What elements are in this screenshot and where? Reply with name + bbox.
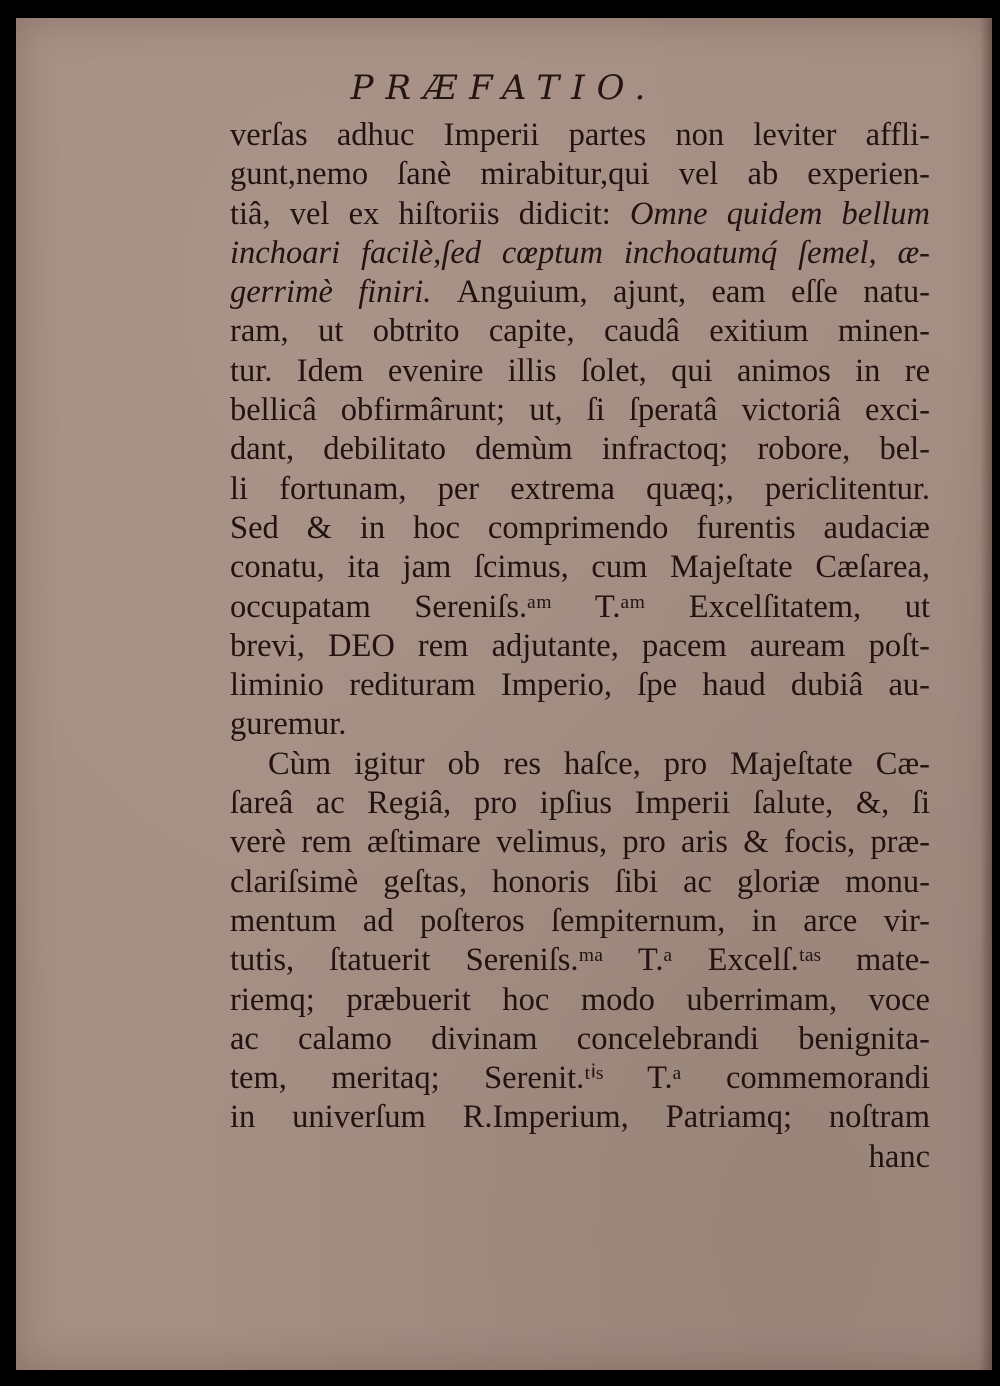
text-line xyxy=(230,430,930,469)
text-segment: li fortunam, per extrema quæq;, periclitentur. xyxy=(230,470,930,507)
text-line xyxy=(230,941,930,980)
text-line xyxy=(230,627,930,666)
text-segment: ſareâ ac Regiâ, pro ipſius Imperii ſalute, &, ſi xyxy=(230,785,930,822)
text-segment: ram, ut obtrito capite, caudâ exitium minen- xyxy=(230,313,930,350)
text-segment: guremur. xyxy=(230,706,347,743)
text-segment: tem, meritaq; Serenit.ᵗⁱˢ T.ᵃ commemorandi xyxy=(230,1060,930,1097)
text-segment: bellicâ obfirmârunt; ut, ſi ſperatâ victoriâ exci- xyxy=(230,392,930,429)
text-segment: riemq; præbuerit hoc modo uberrimam, voce xyxy=(230,981,930,1018)
text-line xyxy=(230,391,930,430)
text-segment: clariſsimè geſtas, honoris ſibi ac gloriæ monu- xyxy=(230,863,930,900)
text-line xyxy=(230,509,930,548)
book-page xyxy=(16,18,992,1370)
text-segment: Anguium, ajunt, eam eſſe natu- xyxy=(456,274,930,311)
text-segment: liminio redituram Imperio, ſpe haud dubiâ au- xyxy=(230,667,930,704)
italic-text-segment: gerrimè finiri. xyxy=(230,274,457,311)
text-line xyxy=(230,784,930,823)
text-segment: conatu, ita jam ſcimus, cum Majeſtate Cæſarea, xyxy=(230,549,930,586)
text-line xyxy=(230,312,930,351)
text-line xyxy=(230,745,930,784)
text-line xyxy=(230,1098,930,1137)
text-line xyxy=(230,352,930,391)
text-line xyxy=(230,273,930,312)
text-segment: verſas adhuc Imperii partes non leviter affli- xyxy=(230,117,930,153)
text-line xyxy=(230,902,930,941)
body-text xyxy=(230,116,930,1177)
italic-text-segment: inchoari facilè,ſed cœptum inchoatumq́ ſemel, æ- xyxy=(230,234,930,271)
italic-text-segment: Omne quidem bellum xyxy=(629,195,931,232)
text-line xyxy=(230,863,930,902)
text-segment: verè rem æſtimare velimus, pro aris & focis, præ- xyxy=(230,824,930,861)
text-segment: ac calamo divinam concelebrandi benignita- xyxy=(230,1020,930,1057)
text-line xyxy=(230,548,930,587)
text-segment: occupatam Sereniſs.ᵃᵐ T.ᵃᵐ Excelſitatem, ut xyxy=(230,588,930,625)
text-line xyxy=(230,981,930,1020)
text-segment: gunt,nemo ſanè mirabitur,qui vel ab experien- xyxy=(230,156,930,193)
text-line xyxy=(230,470,930,509)
page-edge-shadow xyxy=(980,18,992,1370)
text-line xyxy=(230,234,930,273)
text-line xyxy=(230,588,930,627)
text-line xyxy=(230,823,930,862)
text-segment: brevi, DEO rem adjutante, pacem auream poſt- xyxy=(230,627,930,664)
text-line xyxy=(230,155,930,194)
text-segment: tur. Idem evenire illis ſolet, qui animos in re xyxy=(230,352,930,389)
text-segment: tutis, ſtatuerit Sereniſs.ᵐᵃ T.ᵃ Excelſ.ᵗᵃˢ mate- xyxy=(230,942,930,979)
text-segment: mentum ad poſteros ſempiternum, in arce vir- xyxy=(230,902,930,939)
text-line xyxy=(230,705,930,744)
running-head: PRÆFATIO. xyxy=(350,68,658,108)
text-segment: dant, debilitato demùm infractoq; robore, bel- xyxy=(230,431,930,468)
text-segment: tiâ, vel ex hiſtoriis didicit: xyxy=(230,195,630,232)
text-line xyxy=(230,116,930,155)
text-line xyxy=(230,1059,930,1098)
text-line xyxy=(230,195,930,234)
text-segment: Cùm igitur ob res haſce, pro Majeſtate Cæ- xyxy=(268,745,930,782)
text-line xyxy=(230,666,930,705)
catchword: hanc xyxy=(868,1138,930,1175)
text-line xyxy=(230,1020,930,1059)
text-segment: in univerſum R.Imperium, Patriamq; noſtram xyxy=(230,1099,930,1136)
text-segment: Sed & in hoc comprimendo furentis audaciæ xyxy=(230,509,930,546)
